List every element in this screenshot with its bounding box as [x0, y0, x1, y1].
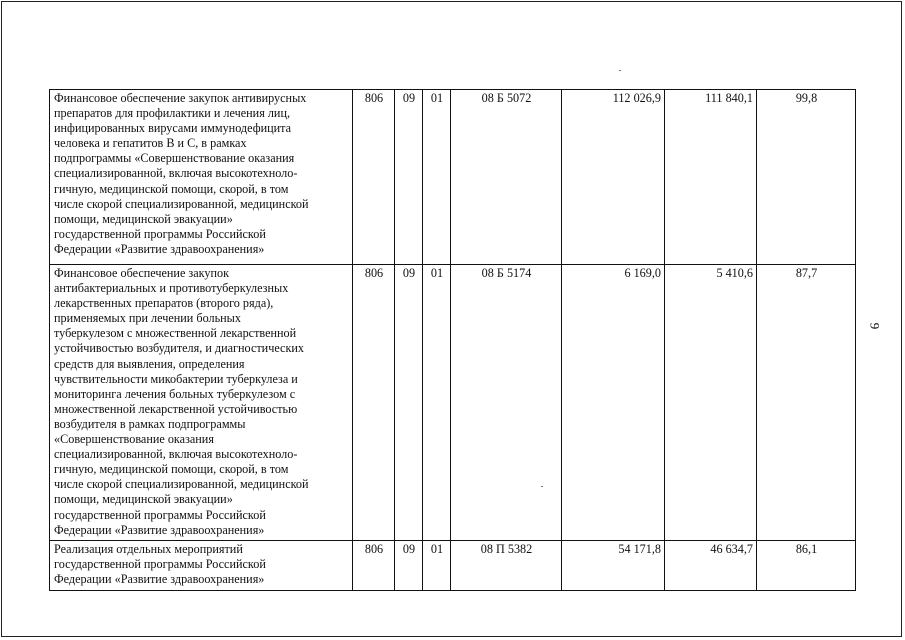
section-code: 09 [395, 90, 423, 265]
table-row [50, 265, 856, 541]
execution-percent: 87,7 [757, 265, 856, 541]
executed-amount: 111 840,1 [665, 90, 757, 265]
budget-table [49, 89, 856, 591]
table-row [50, 90, 856, 265]
section-code: 09 [395, 541, 423, 591]
scan-speck [619, 70, 621, 71]
executed-amount: 5 410,6 [665, 265, 757, 541]
target-article: 08 П 5382 [451, 541, 562, 591]
section-code: 09 [395, 265, 423, 541]
planned-amount: 54 171,8 [562, 541, 665, 591]
subsection-code: 01 [423, 90, 451, 265]
page-number: 9 [867, 322, 883, 330]
row-description: Финансовое обеспечение закупок антибактериальных и противотуберкулезных лекарственных препаратов (второго ряда), применяемых при лечении больных туберкулезом с множественной лекарственной устойчивостью возбудителя, и диагностических средств для выявления, определения чувствительности микобактерии туберкулеза и мониторинга лечения больных туберкулезом с множественной лекарственной устойчивостью возбудителя в рамках подпрограммы «Совершенствование оказания специализированной, включая высокотехноло- гичную, медицинской помощи, скорой, в том числе скорой специализированной, медицинской помощи, медицинской эвакуации» государственной программы Российской Федерации «Развитие здравоохранения» [50, 265, 353, 541]
table-row [50, 541, 856, 591]
execution-percent: 99,8 [757, 90, 856, 265]
ministry-code: 806 [353, 90, 395, 265]
ministry-code: 806 [353, 265, 395, 541]
planned-amount: 112 026,9 [562, 90, 665, 265]
planned-amount: 6 169,0 [562, 265, 665, 541]
execution-percent: 86,1 [757, 541, 856, 591]
subsection-code: 01 [423, 265, 451, 541]
row-description: Реализация отдельных мероприятий государственной программы Российской Федерации «Развитие здравоохранения» [50, 541, 353, 591]
target-article: 08 Б 5072 [451, 90, 562, 265]
row-description: Финансовое обеспечение закупок антивирусных препаратов для профилактики и лечения лиц, инфицированных вирусами иммунодефицита человека и гепатитов В и С, в рамках подпрограммы «Совершенствование оказания специализированной, включая высокотехноло- гичную, медицинской помощи, скорой, в том числе скорой специализированной, медицинской помощи, медицинской эвакуации» государственной программы Российской Федерации «Развитие здравоохранения» [50, 90, 353, 265]
target-article: 08 Б 5174 [451, 265, 562, 541]
subsection-code: 01 [423, 541, 451, 591]
executed-amount: 46 634,7 [665, 541, 757, 591]
ministry-code: 806 [353, 541, 395, 591]
